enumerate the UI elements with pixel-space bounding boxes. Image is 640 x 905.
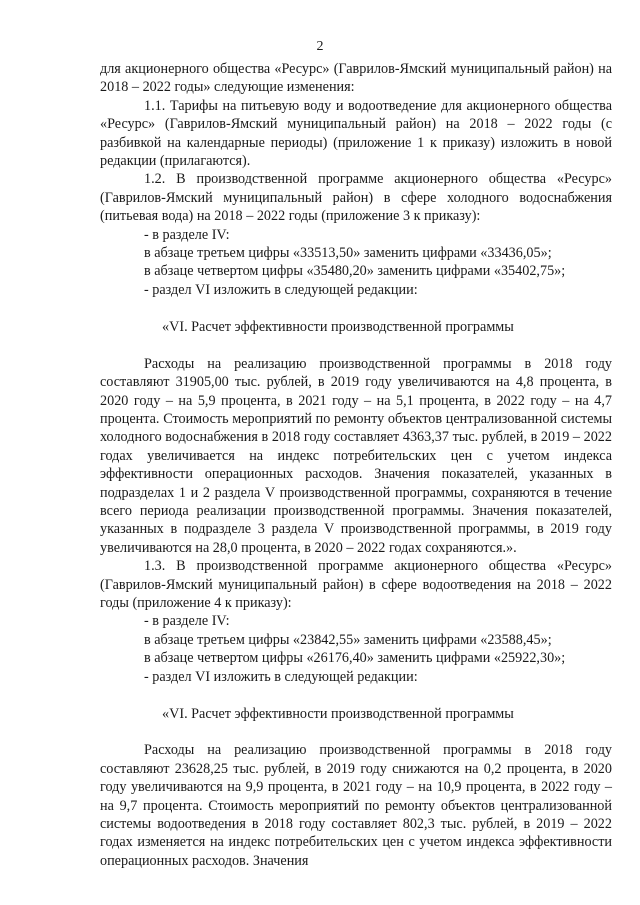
paragraph-1-3: 1.3. В производственной программе акционерного общества «Ресурс» (Гаврилов-Ямский муниципальный район) в сфере водоотведения на 2018 – 2022 годы (приложение 4 к приказу): (100, 558, 612, 611)
page-number: 2 (316, 39, 324, 54)
paragraph-section-vi-water: Расходы на реализацию производственной программы в 2018 году составляют 31905,00 тыс. рублей, в 2019 году увеличиваются на 4,8 процента, в 2020 году – на 5,9 процента, в 2021 году – на 5,1 процента, в 2022 году – на 4,7 процента. Стоимость мероприятий по ремонту объектов централизованной системы холодного водоснабжения в 2018 году составляет 4363,37 тыс. рублей, в 2019 – 2022 годах увеличивается на индекс потребительских цен с учетом индекса эффективности операционных расходов. Значения показателей, указанных в подразделах 1 и 2 раздела V производственной программы, сохраняются в течение всего периода реализации производственной программы. Значения показателей, указанных в подразделе 3 раздела V производственной программы, в 2019 году увеличиваются на 28,0 процента, в 2020 – 2022 годах сохраняются.». (100, 355, 612, 556)
list-item: в абзаце четвертом цифры «35480,20» заменить цифрами «35402,75»; (144, 263, 566, 280)
list-item: в абзаце третьем цифры «23842,55» заменить цифрами «23588,45»; (144, 631, 552, 648)
section-heading: «VI. Расчет эффективности производственной программы (162, 319, 514, 336)
list-item: - в разделе IV: (144, 613, 230, 630)
paragraph-intro: для акционерного общества «Ресурс» (Гаврилов-Ямский муниципальный район) на 2018 – 2022 годы» следующие изменения: (100, 61, 612, 96)
paragraph-section-vi-sewage: Расходы на реализацию производственной программы в 2018 году составляют 23628,25 тыс. рублей, в 2019 году снижаются на 0,2 процента, в 2020 году увеличиваются на 9,9 процента, в 2021 году – на 10,9 процента, в 2022 году – на 9,7 процента. Стоимость мероприятий по ремонту объектов централизованной системы водоотведения в 2018 году составляет 802,3 тыс. рублей, в 2019 – 2022 годах изменяется на индекс потребительских цен с учетом индекса эффективности операционных расходов. Значения (100, 742, 612, 869)
section-heading: «VI. Расчет эффективности производственной программы (162, 706, 514, 722)
list-item: - раздел VI изложить в следующей редакции: (144, 668, 418, 685)
paragraph-1-2: 1.2. В производственной программе акционерного общества «Ресурс» (Гаврилов-Ямский муниципальный район) в сфере холодного водоснабжения (питьевая вода) на 2018 – 2022 годы (приложение 3 к приказу): (100, 171, 612, 225)
list-item: в абзаце четвертом цифры «26176,40» заменить цифрами «25922,30»; (144, 650, 566, 667)
list-item: в абзаце третьем цифры «33513,50» заменить цифрами «33436,05»; (144, 245, 552, 262)
document-body (100, 60, 612, 870)
list-item: - в разделе IV: (144, 226, 230, 243)
paragraph-1-1: 1.1. Тарифы на питьевую воду и водоотведение для акционерного общества «Ресурс» (Гаврилов-Ямский муниципальный район) на 2018 – 2022 годы (с разбивкой на календарные периоды) (приложение 1 к приказу) изложить в новой редакции (прилагаются). (100, 97, 612, 170)
list-item: - раздел VI изложить в следующей редакции: (144, 281, 418, 298)
